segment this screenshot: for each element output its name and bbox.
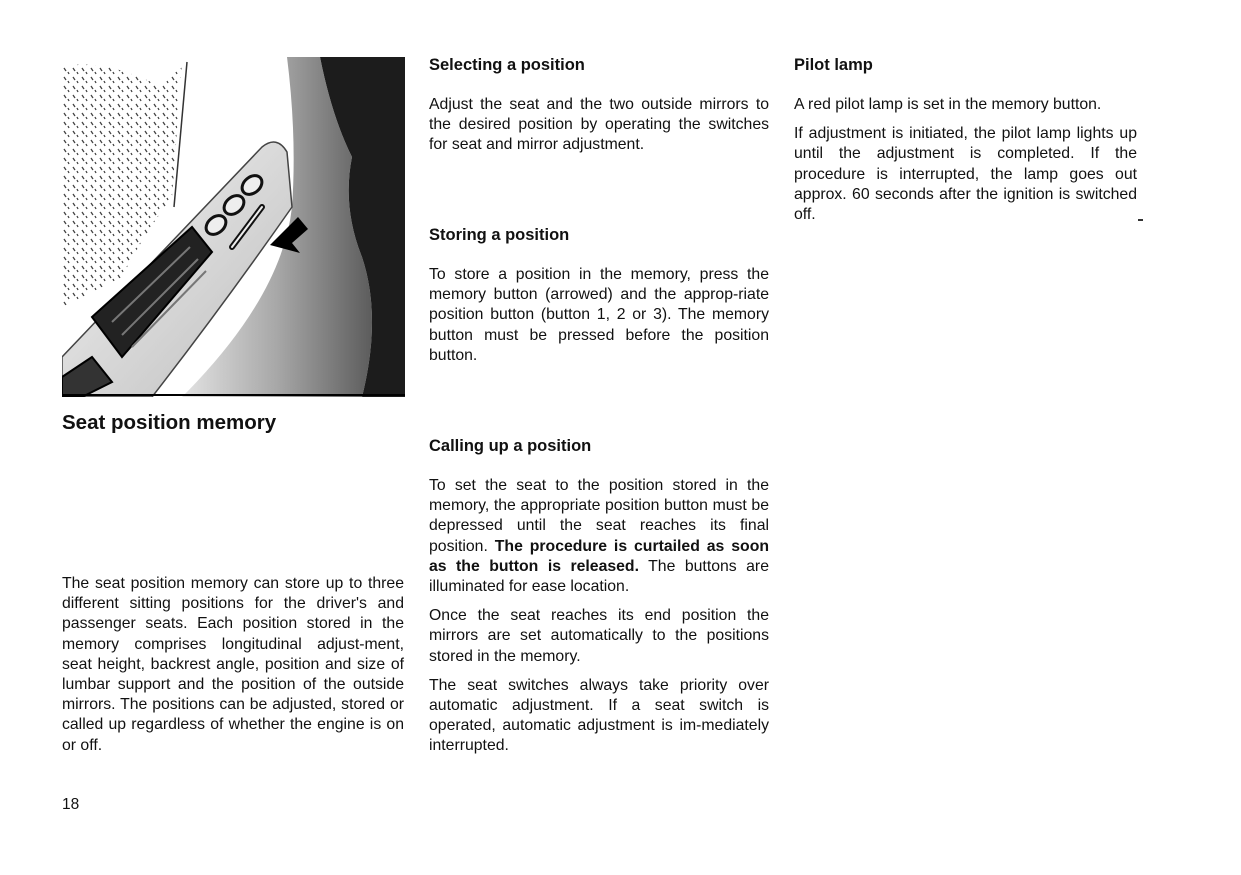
door-panel-illustration — [62, 57, 405, 397]
calling-section — [429, 437, 769, 757]
calling-paragraph-1 — [429, 476, 769, 597]
section-title: Seat position memory — [62, 411, 277, 434]
stray-mark — [1138, 219, 1143, 221]
calling-paragraph-2: Once the seat reaches its end position the mirrors are set automatically to the positions stored in the memory. — [429, 607, 769, 665]
calling-p1-end: The buttons are illuminated for ease location. — [429, 557, 769, 596]
intro-section — [62, 574, 404, 756]
intro-paragraph: The seat position memory can store up to three different sitting positions for the driver's and passenger seats. Each position stored in the memory comprises longitudinal adjust-ment, seat height, backrest angle, position and size of lumbar support and the position of the outside mirrors. The positions can be adjusted, stored or called up regardless of whether the engine is on or off. — [62, 575, 404, 754]
seat-memory-photo — [62, 57, 405, 397]
selecting-heading: Selecting a position — [429, 56, 585, 74]
pilot-paragraph-1: A red pilot lamp is set in the memory button. — [794, 96, 1102, 113]
pilot-heading: Pilot lamp — [794, 56, 873, 74]
calling-paragraph-3: The seat switches always take priority over automatic adjustment. If a seat switch is operated, automatic adjustment is im-mediately interrupted. — [429, 676, 769, 755]
storing-section — [429, 226, 769, 366]
calling-p1-bold: The procedure is curtailed as soon as the button is released. — [429, 537, 769, 575]
calling-p1-start: To set the seat to the position stored in the memory, the appropriate position button must be depressed until the seat reaches its final position. — [429, 477, 769, 555]
pilot-section — [794, 56, 1137, 225]
pilot-paragraph-2: If adjustment is initiated, the pilot lamp lights up until the adjustment is completed. If the procedure is interrupted, the lamp goes out approx. 60 seconds after the ignition is switched off. — [794, 125, 1137, 224]
storing-paragraph: To store a position in the memory, press the memory button (arrowed) and the approp-riate position button (button 1, 2 or 3). The memory button must be pressed before the position button. — [429, 266, 769, 364]
storing-heading: Storing a position — [429, 226, 570, 244]
selecting-section — [429, 56, 769, 156]
calling-heading: Calling up a position — [429, 437, 592, 455]
page-number: 18 — [62, 796, 80, 813]
selecting-paragraph: Adjust the seat and the two outside mirrors to the desired position by operating the switches for seat and mirror adjustment. — [429, 96, 769, 154]
